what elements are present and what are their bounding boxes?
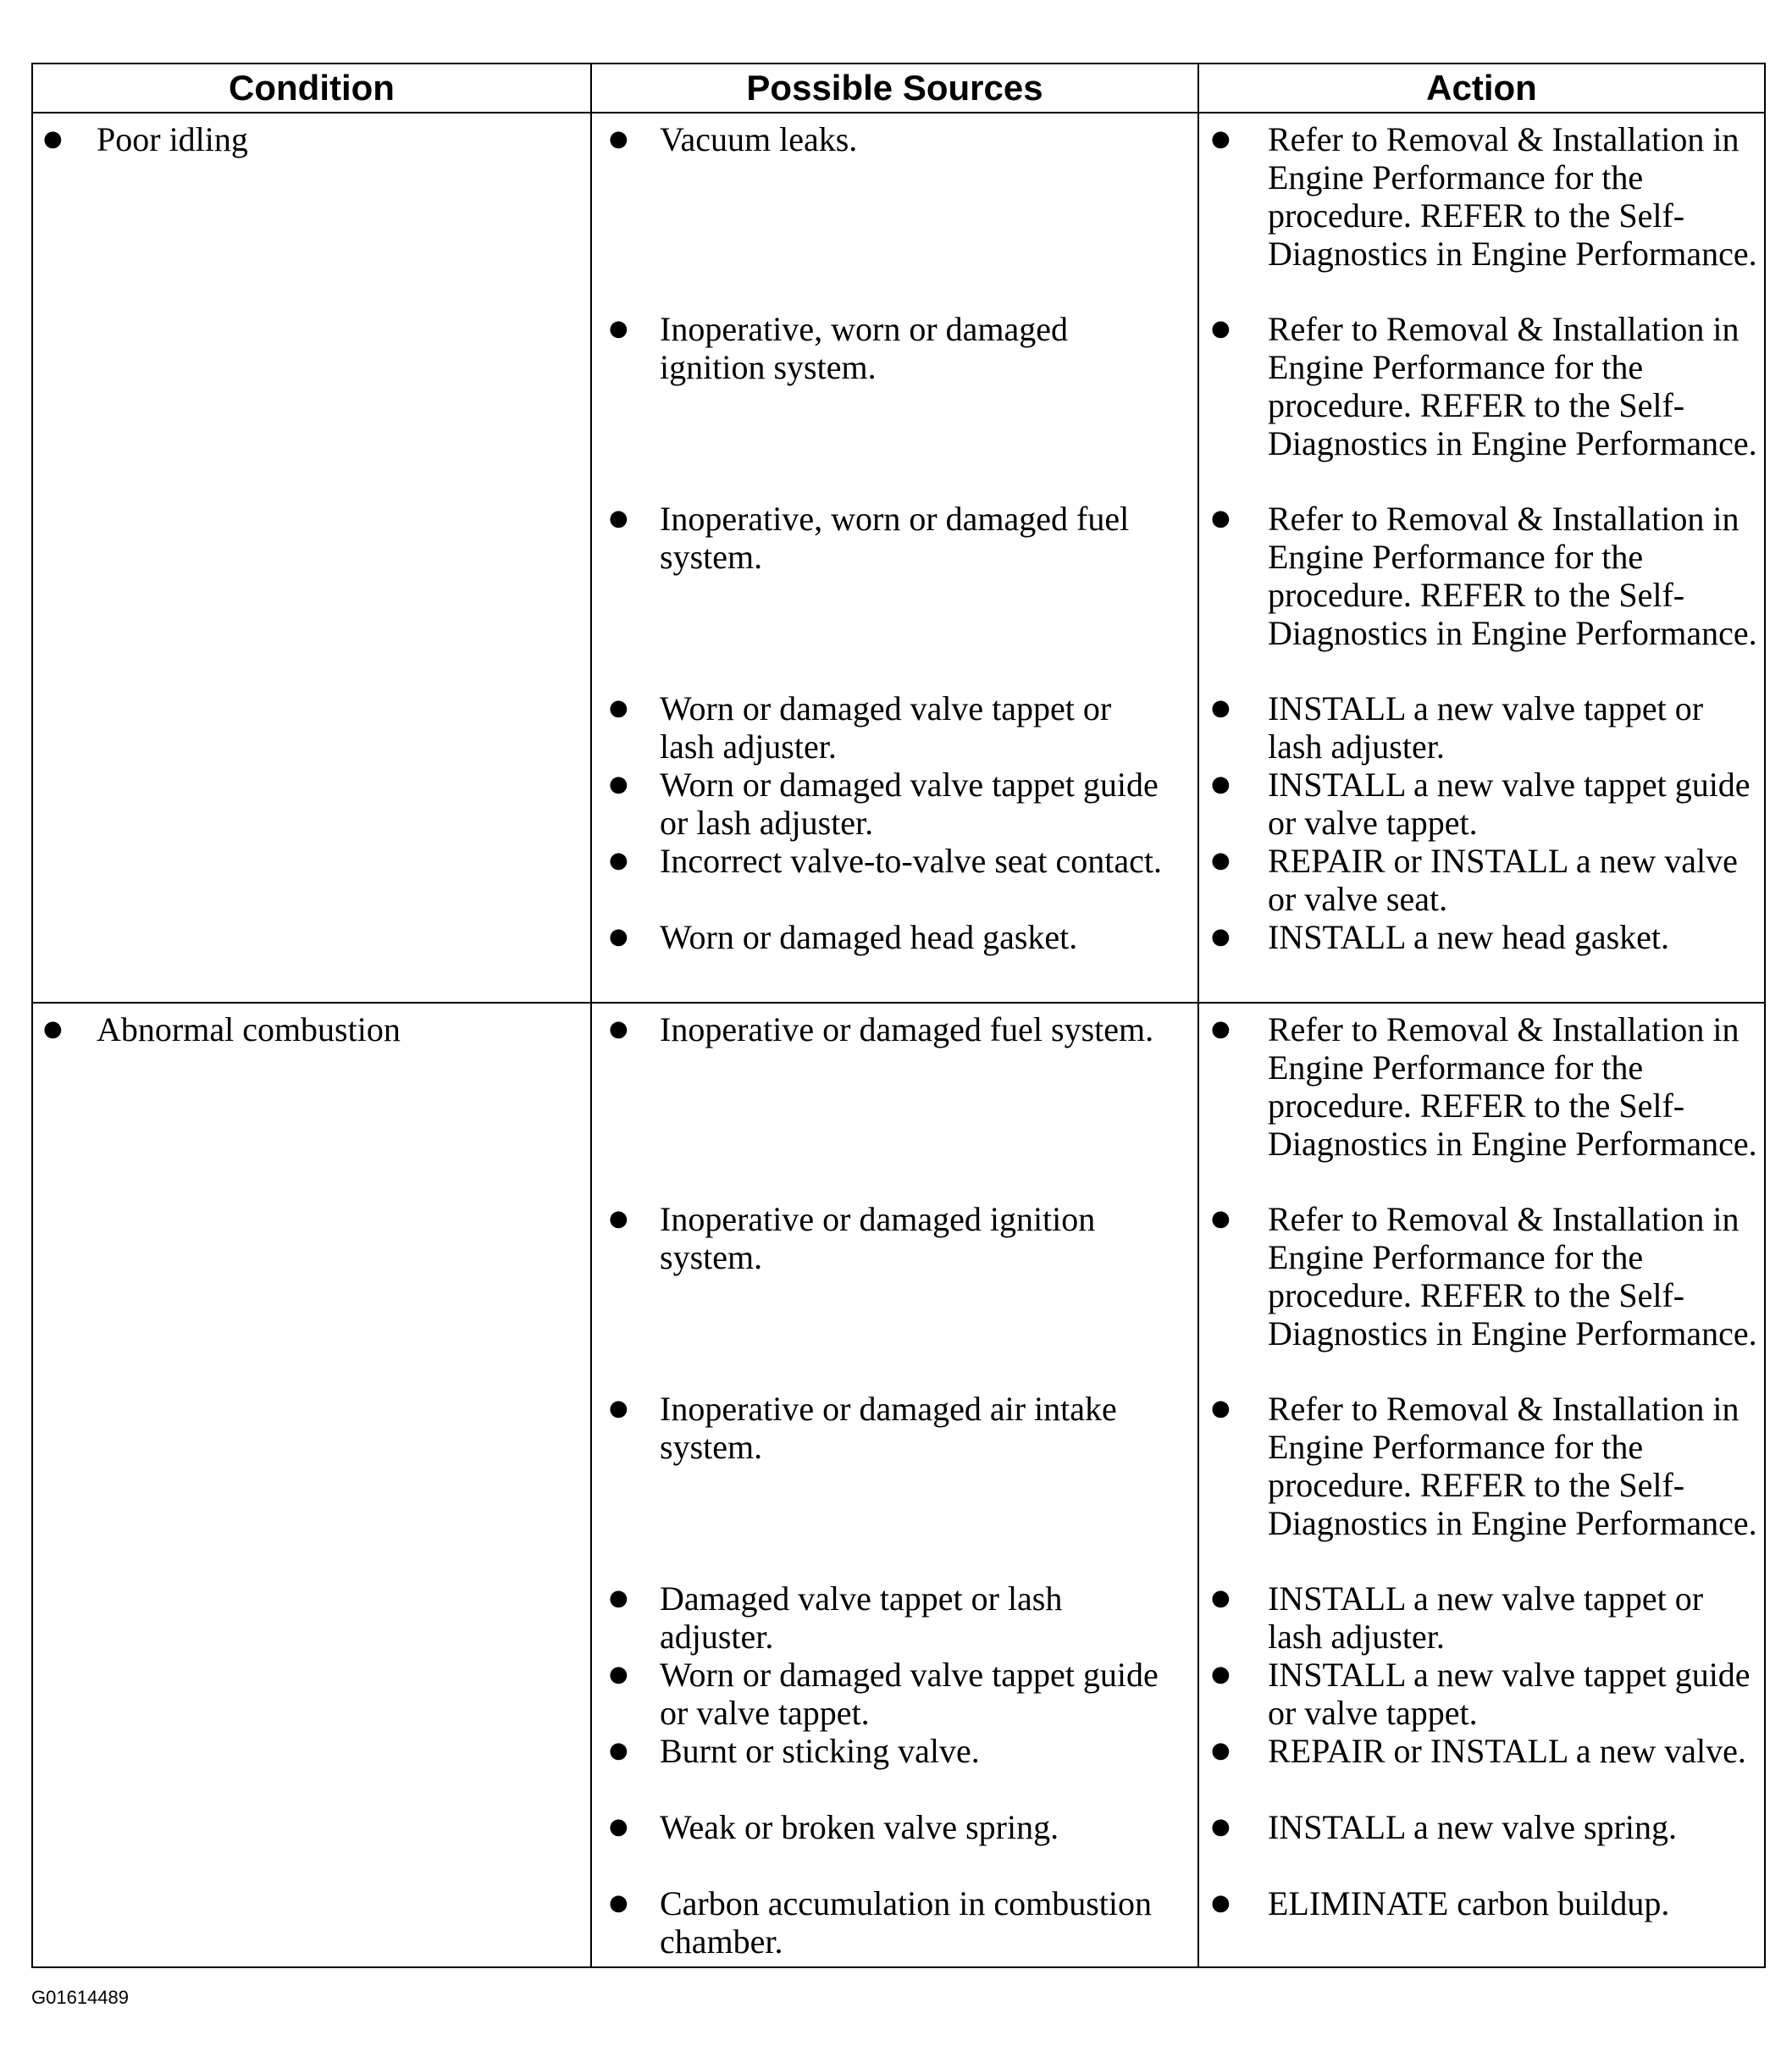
- condition-text: Abnormal combustion: [97, 1010, 401, 1048]
- condition-cell: [32, 113, 591, 1003]
- possible-source-text: Inoperative, worn or damaged fuel system.: [660, 500, 1130, 576]
- bullet-icon: ●: [1210, 1662, 1231, 1687]
- possible-source-text: Damaged valve tappet or lash adjuster.: [660, 1579, 1063, 1656]
- header-possible-sources: Possible Sources: [591, 64, 1198, 113]
- bullet-icon: ●: [43, 1016, 63, 1042]
- condition-text: Poor idling: [97, 120, 248, 158]
- action-text: REPAIR or INSTALL a new valve or valve seat.: [1267, 842, 1738, 918]
- bullet-icon: ●: [609, 1206, 628, 1231]
- possible-source-text: Burnt or sticking valve.: [660, 1732, 980, 1770]
- source-action-pair: [592, 1200, 1764, 1390]
- bullet-icon: ●: [1210, 1738, 1231, 1763]
- possible-source-text: Carbon accumulation in combustion chamber.: [660, 1884, 1152, 1961]
- possible-source-text: Inoperative or damaged ignition system.: [660, 1200, 1096, 1276]
- source-action-pair: [592, 1656, 1764, 1732]
- possible-source-text: Incorrect valve-to-valve seat contact.: [660, 842, 1163, 880]
- bullet-icon: ●: [1210, 316, 1231, 341]
- bullet-icon: ●: [1210, 772, 1231, 797]
- source-action-pair: [592, 1390, 1764, 1579]
- bullet-icon: ●: [1210, 1890, 1231, 1916]
- action-text: REPAIR or INSTALL a new valve.: [1267, 1732, 1746, 1770]
- bullet-icon: ●: [609, 772, 628, 797]
- action-text: Refer to Removal & Installation in Engine Performance for the procedure. REFER to the Self-Diagnostics in Engine Performance.: [1267, 1200, 1757, 1352]
- source-action-pair: [592, 1884, 1764, 1961]
- action-text: INSTALL a new valve tappet or lash adjuster.: [1267, 1579, 1704, 1656]
- bullet-icon: ●: [1210, 1585, 1231, 1611]
- source-action-pair: [592, 842, 1764, 918]
- source-action-pair: [592, 1579, 1764, 1656]
- bullet-icon: ●: [609, 1016, 628, 1042]
- source-action-pair: [592, 689, 1764, 766]
- bullet-icon: ●: [609, 1585, 628, 1611]
- bullet-icon: ●: [1210, 126, 1231, 152]
- bullet-icon: ●: [609, 695, 628, 721]
- action-text: Refer to Removal & Installation in Engine Performance for the procedure. REFER to the Self-Diagnostics in Engine Performance.: [1267, 1390, 1757, 1542]
- header-condition: Condition: [32, 64, 591, 113]
- figure-id: G01614489: [31, 1987, 129, 2008]
- action-text: ELIMINATE carbon buildup.: [1267, 1884, 1670, 1922]
- condition-cell: [32, 1003, 591, 1967]
- bullet-icon: ●: [1210, 924, 1231, 949]
- table-row: [32, 113, 1765, 1003]
- possible-source-text: Inoperative, worn or damaged ignition system.: [660, 310, 1069, 386]
- possible-source-text: Vacuum leaks.: [660, 120, 858, 158]
- action-text: INSTALL a new valve spring.: [1267, 1808, 1677, 1846]
- source-action-pair: [592, 1732, 1764, 1808]
- possible-source-text: Worn or damaged valve tappet or lash adjuster.: [660, 689, 1112, 766]
- bullet-icon: ●: [609, 1662, 628, 1687]
- action-text: INSTALL a new valve tappet guide or valve tappet.: [1267, 1656, 1751, 1732]
- source-action-pair: [592, 766, 1764, 842]
- bullet-icon: ●: [609, 1814, 628, 1839]
- bullet-icon: ●: [1210, 695, 1231, 721]
- possible-source-text: Inoperative or damaged air intake system.: [660, 1390, 1117, 1466]
- possible-source-text: Worn or damaged valve tappet guide or valve tappet.: [660, 1656, 1159, 1732]
- bullet-icon: ●: [609, 1890, 628, 1916]
- diagnosis-table: [31, 63, 1766, 1968]
- bullet-icon: ●: [609, 924, 628, 949]
- action-text: Refer to Removal & Installation in Engine Performance for the procedure. REFER to the Self-Diagnostics in Engine Performance.: [1267, 1010, 1757, 1163]
- source-action-pair: [592, 500, 1764, 689]
- action-text: Refer to Removal & Installation in Engine Performance for the procedure. REFER to the Self-Diagnostics in Engine Performance.: [1267, 500, 1757, 652]
- possible-source-text: Inoperative or damaged fuel system.: [660, 1010, 1154, 1048]
- header-row: [32, 64, 1765, 113]
- source-action-cell: [591, 1003, 1765, 1967]
- bullet-icon: ●: [609, 1738, 628, 1763]
- source-action-pair: [592, 120, 1764, 310]
- action-text: Refer to Removal & Installation in Engine Performance for the procedure. REFER to the Self-Diagnostics in Engine Performance.: [1267, 120, 1757, 273]
- bullet-icon: ●: [609, 848, 628, 873]
- bullet-icon: ●: [609, 1396, 628, 1421]
- bullet-icon: ●: [1210, 1206, 1231, 1231]
- action-text: Refer to Removal & Installation in Engine Performance for the procedure. REFER to the Self-Diagnostics in Engine Performance.: [1267, 310, 1757, 462]
- table-row: [32, 1003, 1765, 1967]
- action-text: INSTALL a new head gasket.: [1267, 918, 1670, 956]
- bullet-icon: ●: [1210, 1016, 1231, 1042]
- possible-source-text: Worn or damaged valve tappet guide or lash adjuster.: [660, 766, 1159, 842]
- bullet-icon: ●: [43, 126, 63, 152]
- possible-source-text: Weak or broken valve spring.: [660, 1808, 1059, 1846]
- bullet-icon: ●: [609, 506, 628, 531]
- source-action-pair: [592, 918, 1764, 994]
- source-action-cell: [591, 113, 1765, 1003]
- source-action-pair: [592, 1808, 1764, 1884]
- bullet-icon: ●: [609, 316, 628, 341]
- bullet-icon: ●: [1210, 848, 1231, 873]
- header-action: Action: [1198, 64, 1765, 113]
- source-action-pair: [592, 1010, 1764, 1200]
- source-action-pair: [592, 310, 1764, 500]
- action-text: INSTALL a new valve tappet or lash adjuster.: [1267, 689, 1704, 766]
- bullet-icon: ●: [1210, 1396, 1231, 1421]
- bullet-icon: ●: [609, 126, 628, 152]
- possible-source-text: Worn or damaged head gasket.: [660, 918, 1078, 956]
- bullet-icon: ●: [1210, 506, 1231, 531]
- action-text: INSTALL a new valve tappet guide or valve tappet.: [1267, 766, 1751, 842]
- bullet-icon: ●: [1210, 1814, 1231, 1839]
